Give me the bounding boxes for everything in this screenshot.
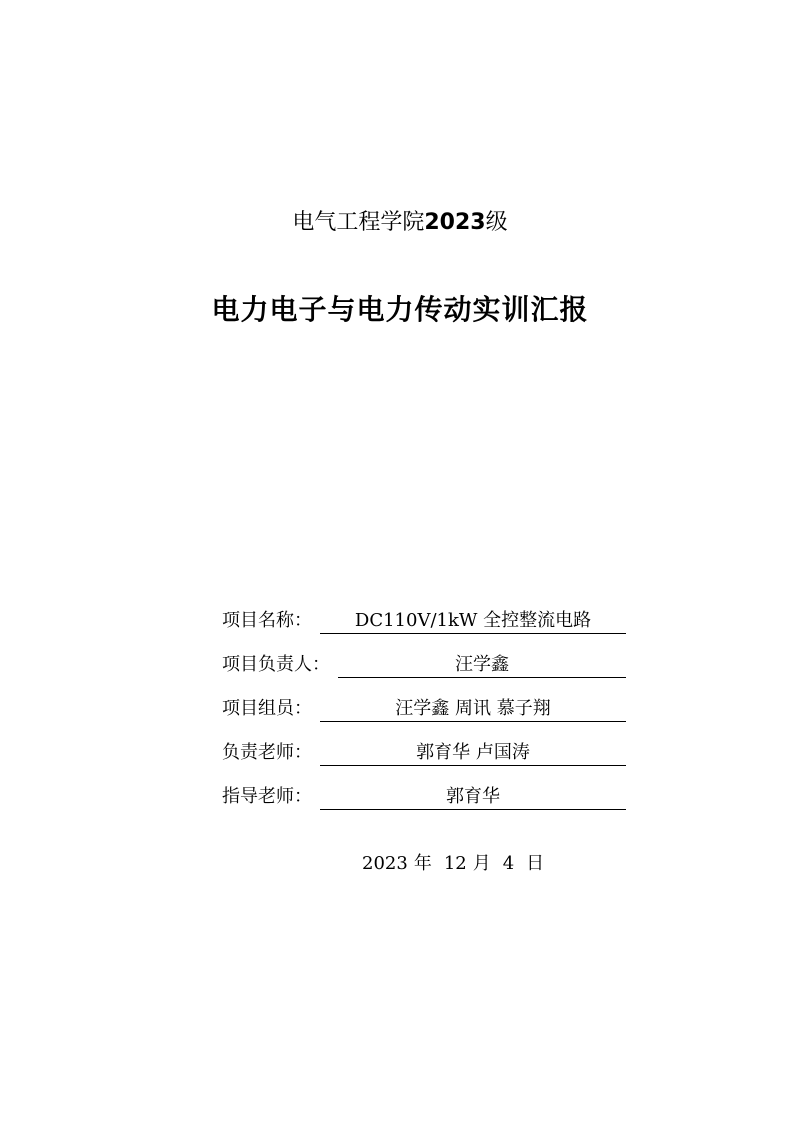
project-members-label: 项目组员： — [222, 698, 312, 719]
project-name-label: 项目名称： — [222, 610, 312, 631]
responsible-teachers-label: 负责老师： — [222, 742, 312, 763]
advisor-label: 指导老师： — [222, 786, 312, 807]
grade-year: 2023 — [424, 210, 486, 235]
project-leader-label: 项目负责人： — [222, 654, 330, 675]
college-name: 电气工程学院 — [292, 210, 425, 235]
date-day: 4 — [502, 853, 515, 874]
info-row-advisor — [222, 766, 632, 810]
responsible-teachers-value: 郭育华 卢国涛 — [320, 740, 626, 766]
project-leader-value: 汪学鑫 — [338, 652, 626, 678]
report-title: 电力电子与电力传动实训汇报 — [211, 293, 589, 326]
date-month-unit: 月 — [472, 853, 491, 874]
date-year: 2023 — [362, 853, 408, 874]
date-day-unit: 日 — [526, 853, 545, 874]
grade-suffix: 级 — [485, 210, 508, 235]
college-grade-line — [0, 208, 800, 238]
project-info-block — [222, 590, 632, 810]
project-name-value: DC110V/1kW 全控整流电路 — [320, 608, 626, 634]
advisor-value: 郭育华 — [320, 784, 626, 810]
info-row-responsible-teachers — [222, 722, 632, 766]
info-row-project-leader — [222, 634, 632, 678]
info-row-project-name — [222, 590, 632, 634]
info-row-project-members — [222, 678, 632, 722]
date-month: 12 — [443, 853, 467, 874]
report-date — [362, 851, 544, 877]
project-members-value: 汪学鑫 周讯 慕子翔 — [320, 696, 626, 722]
date-year-unit: 年 — [413, 853, 432, 874]
